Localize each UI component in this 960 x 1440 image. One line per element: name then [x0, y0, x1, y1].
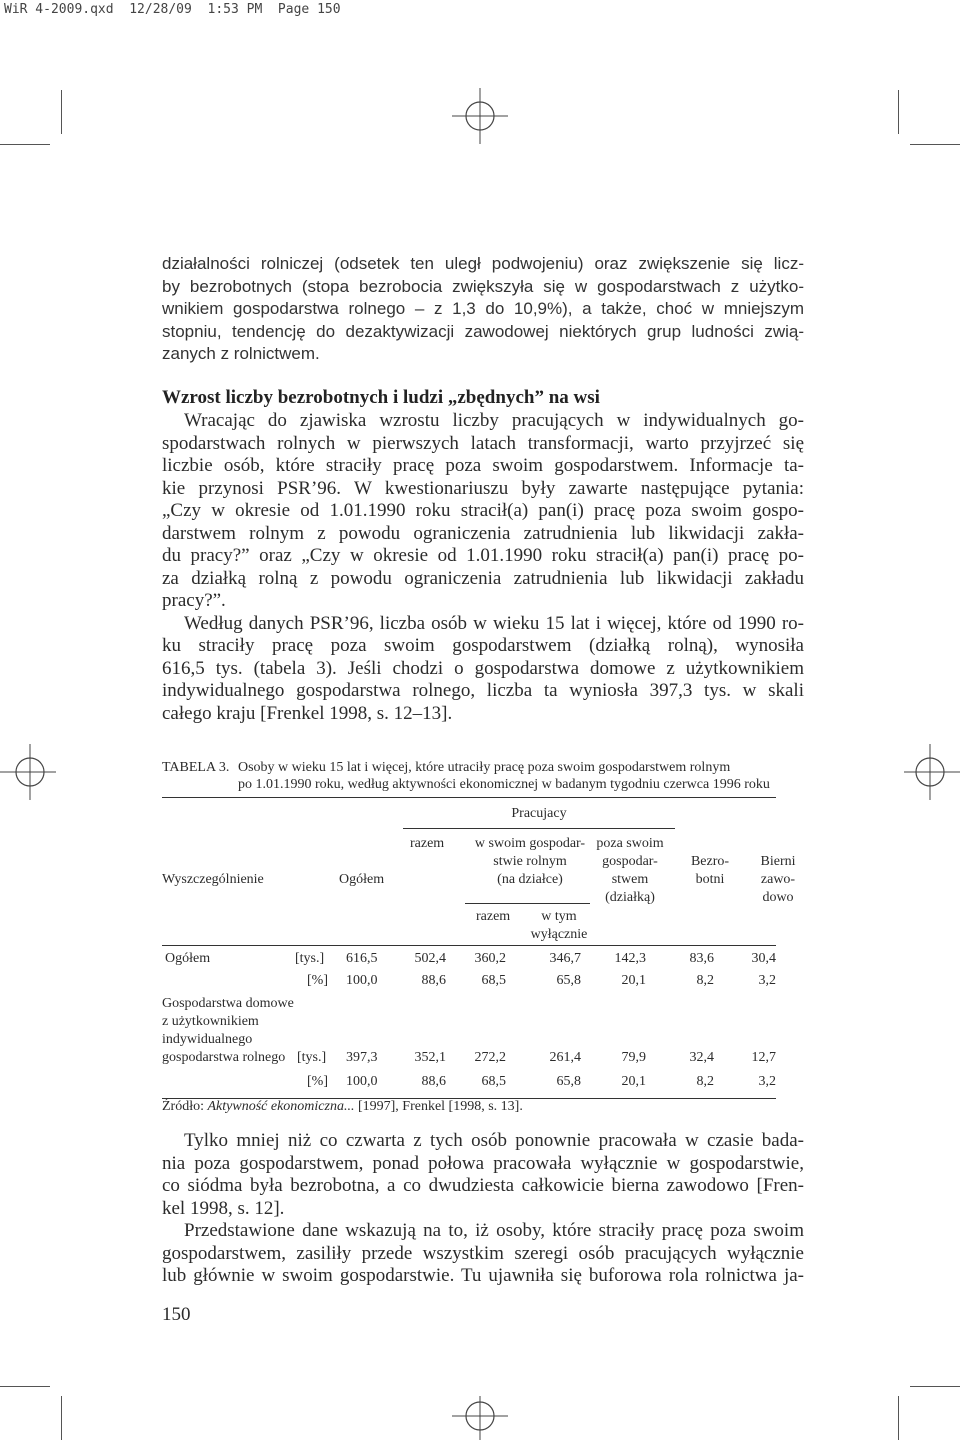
- header-razem: razem: [410, 836, 445, 851]
- section-heading: Wzrost liczby bezrobotnych i ludzi „zbędnych” na wsi: [162, 387, 600, 408]
- header-line: w swoim gospodar-: [474, 836, 586, 851]
- text-line: indywidualnego gospodarstwa rolnego, liczba ta wyniosła 397,3 tys. w skali: [162, 680, 804, 701]
- table-cell: 142,3: [614, 951, 646, 966]
- row-label-line: Gospodarstwa domowe: [162, 996, 294, 1011]
- text-line: by bezrobotnych (stopa bezrobocia zwiększyła się w gospodarstwach z użytko-: [162, 276, 804, 296]
- table-caption: Osoby w wieku 15 lat i więcej, które utraciły pracę poza swoim gospodarstwem rolnym: [238, 760, 731, 775]
- text-line: „Czy w okresie od 1.01.1990 roku stracił(a) pan(i) pracę poza swoim gospo-: [162, 500, 804, 521]
- table-cell: 261,4: [549, 1050, 581, 1065]
- table-cell: 20,1: [621, 973, 646, 988]
- table-cell: 32,4: [689, 1050, 714, 1065]
- table-cell: 502,4: [414, 951, 446, 966]
- table-cell: 360,2: [474, 951, 506, 966]
- table-cell: 88,6: [421, 973, 446, 988]
- text-line: stopniu, tendencję do dezaktywizacji zawodowej niektórych grup ludności zwią-: [162, 321, 804, 341]
- table-source: [162, 1098, 523, 1116]
- text-line: lub głównie w swoim gospodarstwie. Tu ujawniła się buforowa rola rolnictwa ja-: [162, 1265, 804, 1286]
- table-cell: 3,2: [758, 1074, 776, 1089]
- header-line: botni: [695, 872, 725, 887]
- table-cell: 88,6: [421, 1074, 446, 1089]
- source-title: Aktywność ekonomiczna...: [207, 1099, 355, 1114]
- text-line: co siódma była bezrobotna, a co dwudziesta całkowicie bierna zawodowo [Fren-: [162, 1175, 804, 1196]
- header-line: dowo: [762, 890, 794, 905]
- text-line: gospodarstwem, zasiliły przede wszystkim szeregi osób pracujących wyłącznie: [162, 1242, 804, 1264]
- registration-mark-icon: [0, 744, 56, 800]
- text-line: nia poza gospodarstwem, ponad połowa pracowała wyłącznie w gospodarstwie,: [162, 1152, 804, 1174]
- table-cell: 8,2: [696, 1074, 714, 1089]
- row-unit: [%]: [307, 973, 328, 988]
- crop-mark: [910, 1386, 960, 1387]
- row-label-line: z użytkownikiem: [162, 1014, 259, 1029]
- header-poza-swoim: [588, 835, 672, 907]
- source-suffix: [1997], Frenkel [1998, s. 13].: [354, 1099, 523, 1114]
- row-label: [162, 995, 294, 1067]
- header-line: (na działce): [497, 872, 563, 887]
- table-cell: 100,0: [346, 973, 378, 988]
- table-cell: 83,6: [689, 951, 714, 966]
- header-ogolem: Ogółem: [339, 872, 385, 887]
- text-line: działalności rolniczej (odsetek ten uległ podwojeniu) oraz zwiększenie się licz-: [162, 254, 804, 273]
- table-cell: 100,0: [346, 1074, 378, 1089]
- row-label-line: indywidualnego: [162, 1032, 253, 1047]
- text-line: Tylko mniej niż co czwarta z tych osób ponownie pracowała w czasie bada-: [184, 1130, 804, 1151]
- table-cell: 272,2: [474, 1050, 506, 1065]
- header-line: (działką): [605, 890, 655, 905]
- crop-mark: [898, 1396, 899, 1440]
- text-line: 616,5 tys. (tabela 3). Jeśli chodzi o gospodarstwa domowe z użytkownikiem: [162, 657, 804, 679]
- row-unit: [%]: [307, 1074, 328, 1089]
- table-cell: 68,5: [481, 973, 506, 988]
- crop-mark: [910, 144, 960, 145]
- header-bezrobotni: [680, 853, 740, 889]
- text-line: spodarstwach rolnych w pierwszych latach transformacji, warto przyjrzeć się: [162, 432, 804, 454]
- header-pracujacy: Pracujacy: [511, 806, 567, 821]
- header-w-swoim: [455, 835, 605, 889]
- text-line: Wracając do zjawiska wzrostu liczby pracujących w indywidualnych go-: [184, 410, 804, 431]
- registration-mark-icon: [452, 88, 508, 144]
- table-cell: 397,3: [346, 1050, 378, 1065]
- crop-mark: [0, 1386, 50, 1387]
- table-rule: [162, 945, 776, 946]
- header-line: poza swoim: [596, 836, 664, 851]
- subheader-razem: razem: [476, 909, 511, 924]
- header-wyszczegolnienie: Wyszczególnienie: [162, 872, 264, 887]
- table-rule: [465, 903, 590, 904]
- table-caption: po 1.01.1990 roku, według aktywności ekonomicznej w badanym tygodniu czerwca 1996 roku: [238, 777, 770, 792]
- page-number: 150: [162, 1304, 191, 1325]
- table-rule: [403, 828, 675, 829]
- crop-mark: [898, 90, 899, 134]
- text-line: Przedstawione dane wskazują na to, iż osoby, które straciły pracę poza swoim: [184, 1220, 804, 1241]
- table-rule: [162, 797, 776, 798]
- table-cell: 68,5: [481, 1074, 506, 1089]
- registration-mark-icon: [904, 744, 960, 800]
- text-line: kie przynosi PSR’96. W kwestionariuszu były zawarte następujące pytania:: [162, 477, 804, 499]
- text-line: całego kraju [Frenkel 1998, s. 12–13].: [162, 702, 453, 724]
- header-line: w tym: [541, 909, 577, 924]
- text-line: wnikiem gospodarstwa rolnego – z 1,3 do 10,9%), a także, choć w mniejszym: [162, 299, 804, 318]
- text-line: zanych z rolnictwem.: [162, 344, 320, 363]
- row-label: Ogółem: [165, 951, 211, 966]
- row-unit: [tys.]: [295, 951, 325, 966]
- table-label: TABELA 3.: [162, 760, 230, 775]
- table-cell: 65,8: [556, 973, 581, 988]
- text-line: du pracy?” oraz „Czy w okresie od 1.01.1990 roku stracił(a) pan(i) pracę po-: [162, 545, 804, 566]
- table-cell: 3,2: [758, 973, 776, 988]
- table-cell: 79,9: [621, 1050, 646, 1065]
- table-cell: 65,8: [556, 1074, 581, 1089]
- header-line: Bezro-: [690, 854, 730, 869]
- header-line: Bierni: [760, 854, 796, 869]
- table-cell: 352,1: [414, 1050, 446, 1065]
- crop-mark: [61, 90, 62, 134]
- section-paragraph: [162, 410, 804, 725]
- text-line: pracy?”.: [162, 590, 226, 611]
- table-cell: 20,1: [621, 1074, 646, 1089]
- text-line: darstwem rolnym z powodu ograniczenia zatrudnienia lub likwidacji zakła-: [162, 522, 804, 544]
- table-cell: 616,5: [346, 951, 378, 966]
- crop-mark: [61, 1396, 62, 1440]
- header-line: stwie rolnym: [493, 854, 567, 869]
- table-cell: 12,7: [751, 1050, 776, 1065]
- text-line: liczbie osób, które straciły pracę poza swoim gospodarstwem. Informacje ta-: [162, 455, 804, 476]
- header-line: wyłącznie: [530, 927, 588, 942]
- text-line: Według danych PSR’96, liczba osób w wieku 15 lat i więcej, które od 1990 ro-: [184, 612, 804, 634]
- crop-mark: [0, 144, 50, 145]
- text-line: za działką rolną z powodu ograniczenia zatrudnienia lub likwidacji zakładu: [162, 567, 804, 589]
- header-bierni: [748, 853, 808, 907]
- text-line: kel 1998, s. 12].: [162, 1197, 285, 1219]
- closing-paragraph: [162, 1130, 804, 1288]
- text-line: ku straciły pracę poza swoim gospodarstwem (działką rolną), wynosiła: [162, 635, 804, 656]
- table-cell: 346,7: [549, 951, 581, 966]
- subheader-wtym: [528, 908, 590, 944]
- header-line: gospodar-: [602, 854, 658, 869]
- row-unit: [tys.]: [297, 1050, 327, 1065]
- source-prefix: Źródło:: [162, 1099, 208, 1114]
- header-line: zawo-: [760, 872, 796, 887]
- row-label-line: gospodarstwa rolnego: [162, 1050, 286, 1065]
- intro-paragraph: [162, 253, 804, 366]
- print-slug: WiR 4-2009.qxd 12/28/09 1:53 PM Page 150: [4, 2, 341, 17]
- header-line: stwem: [611, 872, 649, 887]
- table-cell: 30,4: [751, 951, 776, 966]
- registration-mark-icon: [452, 1396, 508, 1440]
- table-cell: 8,2: [696, 973, 714, 988]
